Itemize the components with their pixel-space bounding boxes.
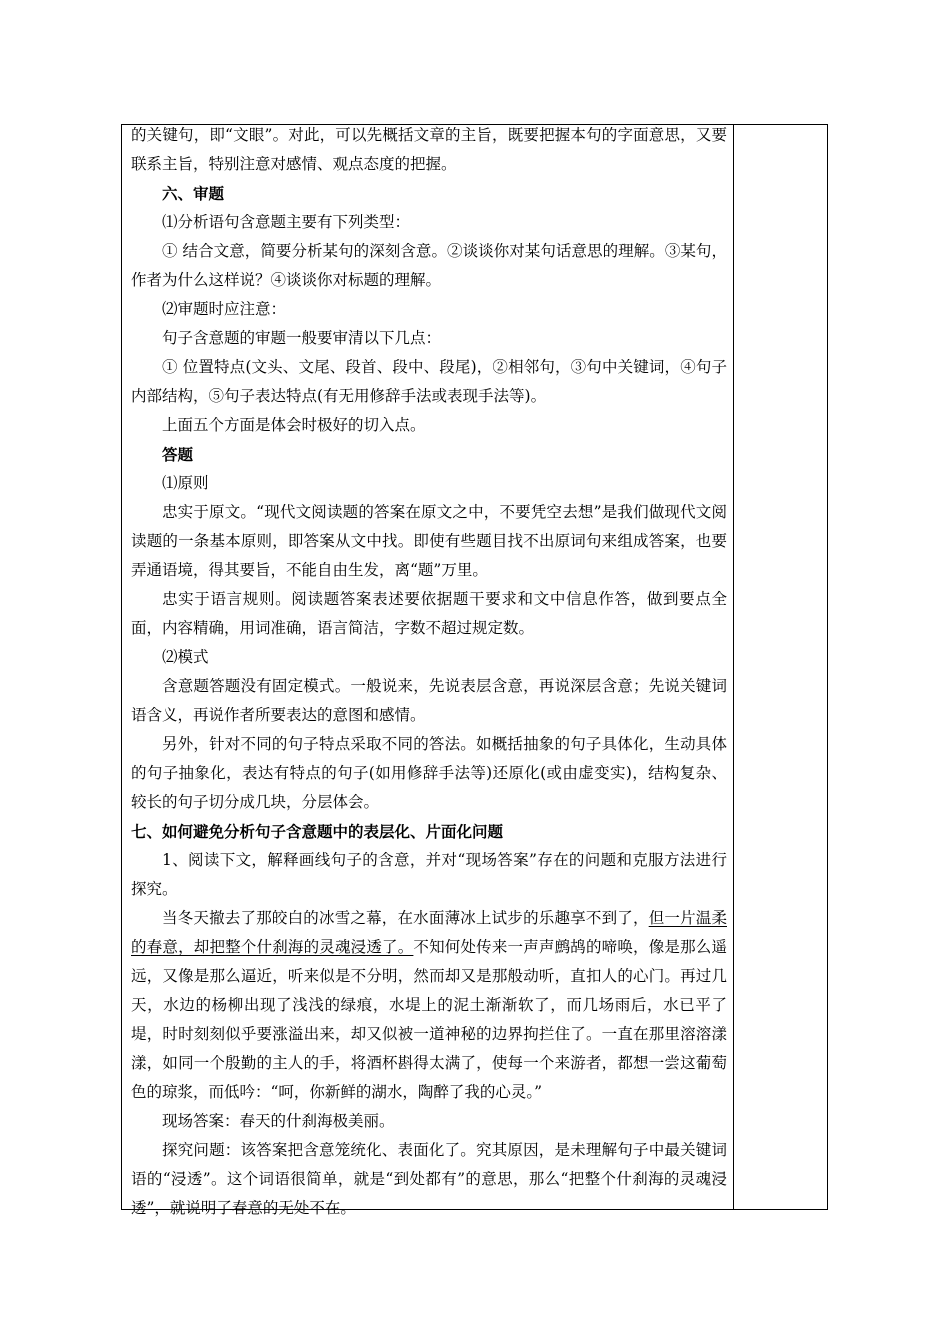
main-content xyxy=(131,121,727,1223)
paragraph: 1、阅读下文，解释画线句子的含意，并对“现场答案”存在的问题和克服方法进行探究。 xyxy=(131,851,727,898)
paragraph: 现场答案：春天的什刹海极美丽。 xyxy=(162,1112,395,1130)
paragraph: ⑴分析语句含意题主要有下列类型： xyxy=(162,213,411,231)
paragraph: 上面五个方面是体会时极好的切入点。 xyxy=(162,416,426,434)
paragraph: 忠实于语言规则。阅读题答案表述要依据题干要求和文中信息作答，做到要点全面，内容精确，用词准确，语言简洁，字数不超过规定数。 xyxy=(131,590,727,637)
paragraph: ① 结合文意，简要分析某句的深刻含意。②谈谈你对某句话意思的理解。③某句，作者为什么这样说？④谈谈你对标题的理解。 xyxy=(131,242,727,289)
paragraph: 探究问题：该答案把含意笼统化、表面化了。究其原因，是未理解句子中最关键词语的“浸透”。这个词语很简单，就是“到处都有”的意思，那么“把整个什刹海的灵魂浸透”，就说明了春意的无处不在。 xyxy=(131,1141,727,1217)
paragraph: ① 位置特点(文头、文尾、段首、段中、段尾)，②相邻句，③句中关键词，④句子内部结构，⑤句子表达特点(有无用修辞手法或表现手法等)。 xyxy=(131,358,727,405)
paragraph: ⑵模式 xyxy=(162,648,209,666)
paragraph: 含意题答题没有固定模式。一般说来，先说表层含意，再说深层含意；先说关键词语含义，再说作者所要表达的意图和感情。 xyxy=(131,677,727,724)
subheading-answer: 答题 xyxy=(162,445,194,464)
paragraph: 另外，针对不同的句子特点采取不同的答法。如概括抽象的句子具体化，生动具体的句子抽象化，表达有特点的句子(如用修辞手法等)还原化(或由虚变实)，结构复杂、较长的句子切分成几块，分层体会。 xyxy=(131,735,727,811)
section-heading-6: 六、审题 xyxy=(162,184,225,203)
paragraph: 句子含意题的审题一般要审清以下几点： xyxy=(162,329,442,347)
underlined-sentence: 但一片温柔的春意，却把整个什刹海的灵魂浸透了。 xyxy=(131,909,727,956)
reading-passage xyxy=(131,904,727,1107)
passage-text: 不知何处传来一声声鹧鸪的啼唤，像是那么遥远，又像是那么逼近，听来似是不分明，然而却又是那般动听，直扣人的心门。再过几天，水边的杨柳出现了浅浅的绿痕，水堤上的泥土渐渐软了，而几场雨后，水已平了堤，时时刻刻似乎要涨溢出来，却又似被一道神秘的边界拘拦住了。一直在那里溶溶漾漾，如同一个殷勤的主人的手，将酒杯斟得太满了，使每一个来游者，都想一尝这葡萄色的琼浆，而低吟：“呵，你新鲜的湖水，陶醉了我的心灵。” xyxy=(131,938,727,1101)
paragraph-continued: 的关键句，即“文眼”。对此，可以先概括文章的主旨，既要把握本句的字面意思，又要联系主旨，特别注意对感情、观点态度的把握。 xyxy=(131,126,727,173)
paragraph: ⑴原则 xyxy=(162,474,209,492)
section-heading-7: 七、如何避免分析句子含意题中的表层化、片面化问题 xyxy=(131,822,504,841)
paragraph: ⑵审题时应注意： xyxy=(162,300,287,318)
passage-text: 当冬天撤去了那皎白的冰雪之幕，在水面薄冰上试步的乐趣享不到了， xyxy=(162,909,649,927)
paragraph: 忠实于原文。“现代文阅读题的答案在原文之中，不要凭空去想”是我们做现代文阅读题的一条基本原则，即答案从文中找。即使有些题目找不出原词句来组成答案，也要弄通语境，得其要旨，不能自由生发，离“题”万里。 xyxy=(131,503,727,579)
column-divider xyxy=(733,124,734,1210)
